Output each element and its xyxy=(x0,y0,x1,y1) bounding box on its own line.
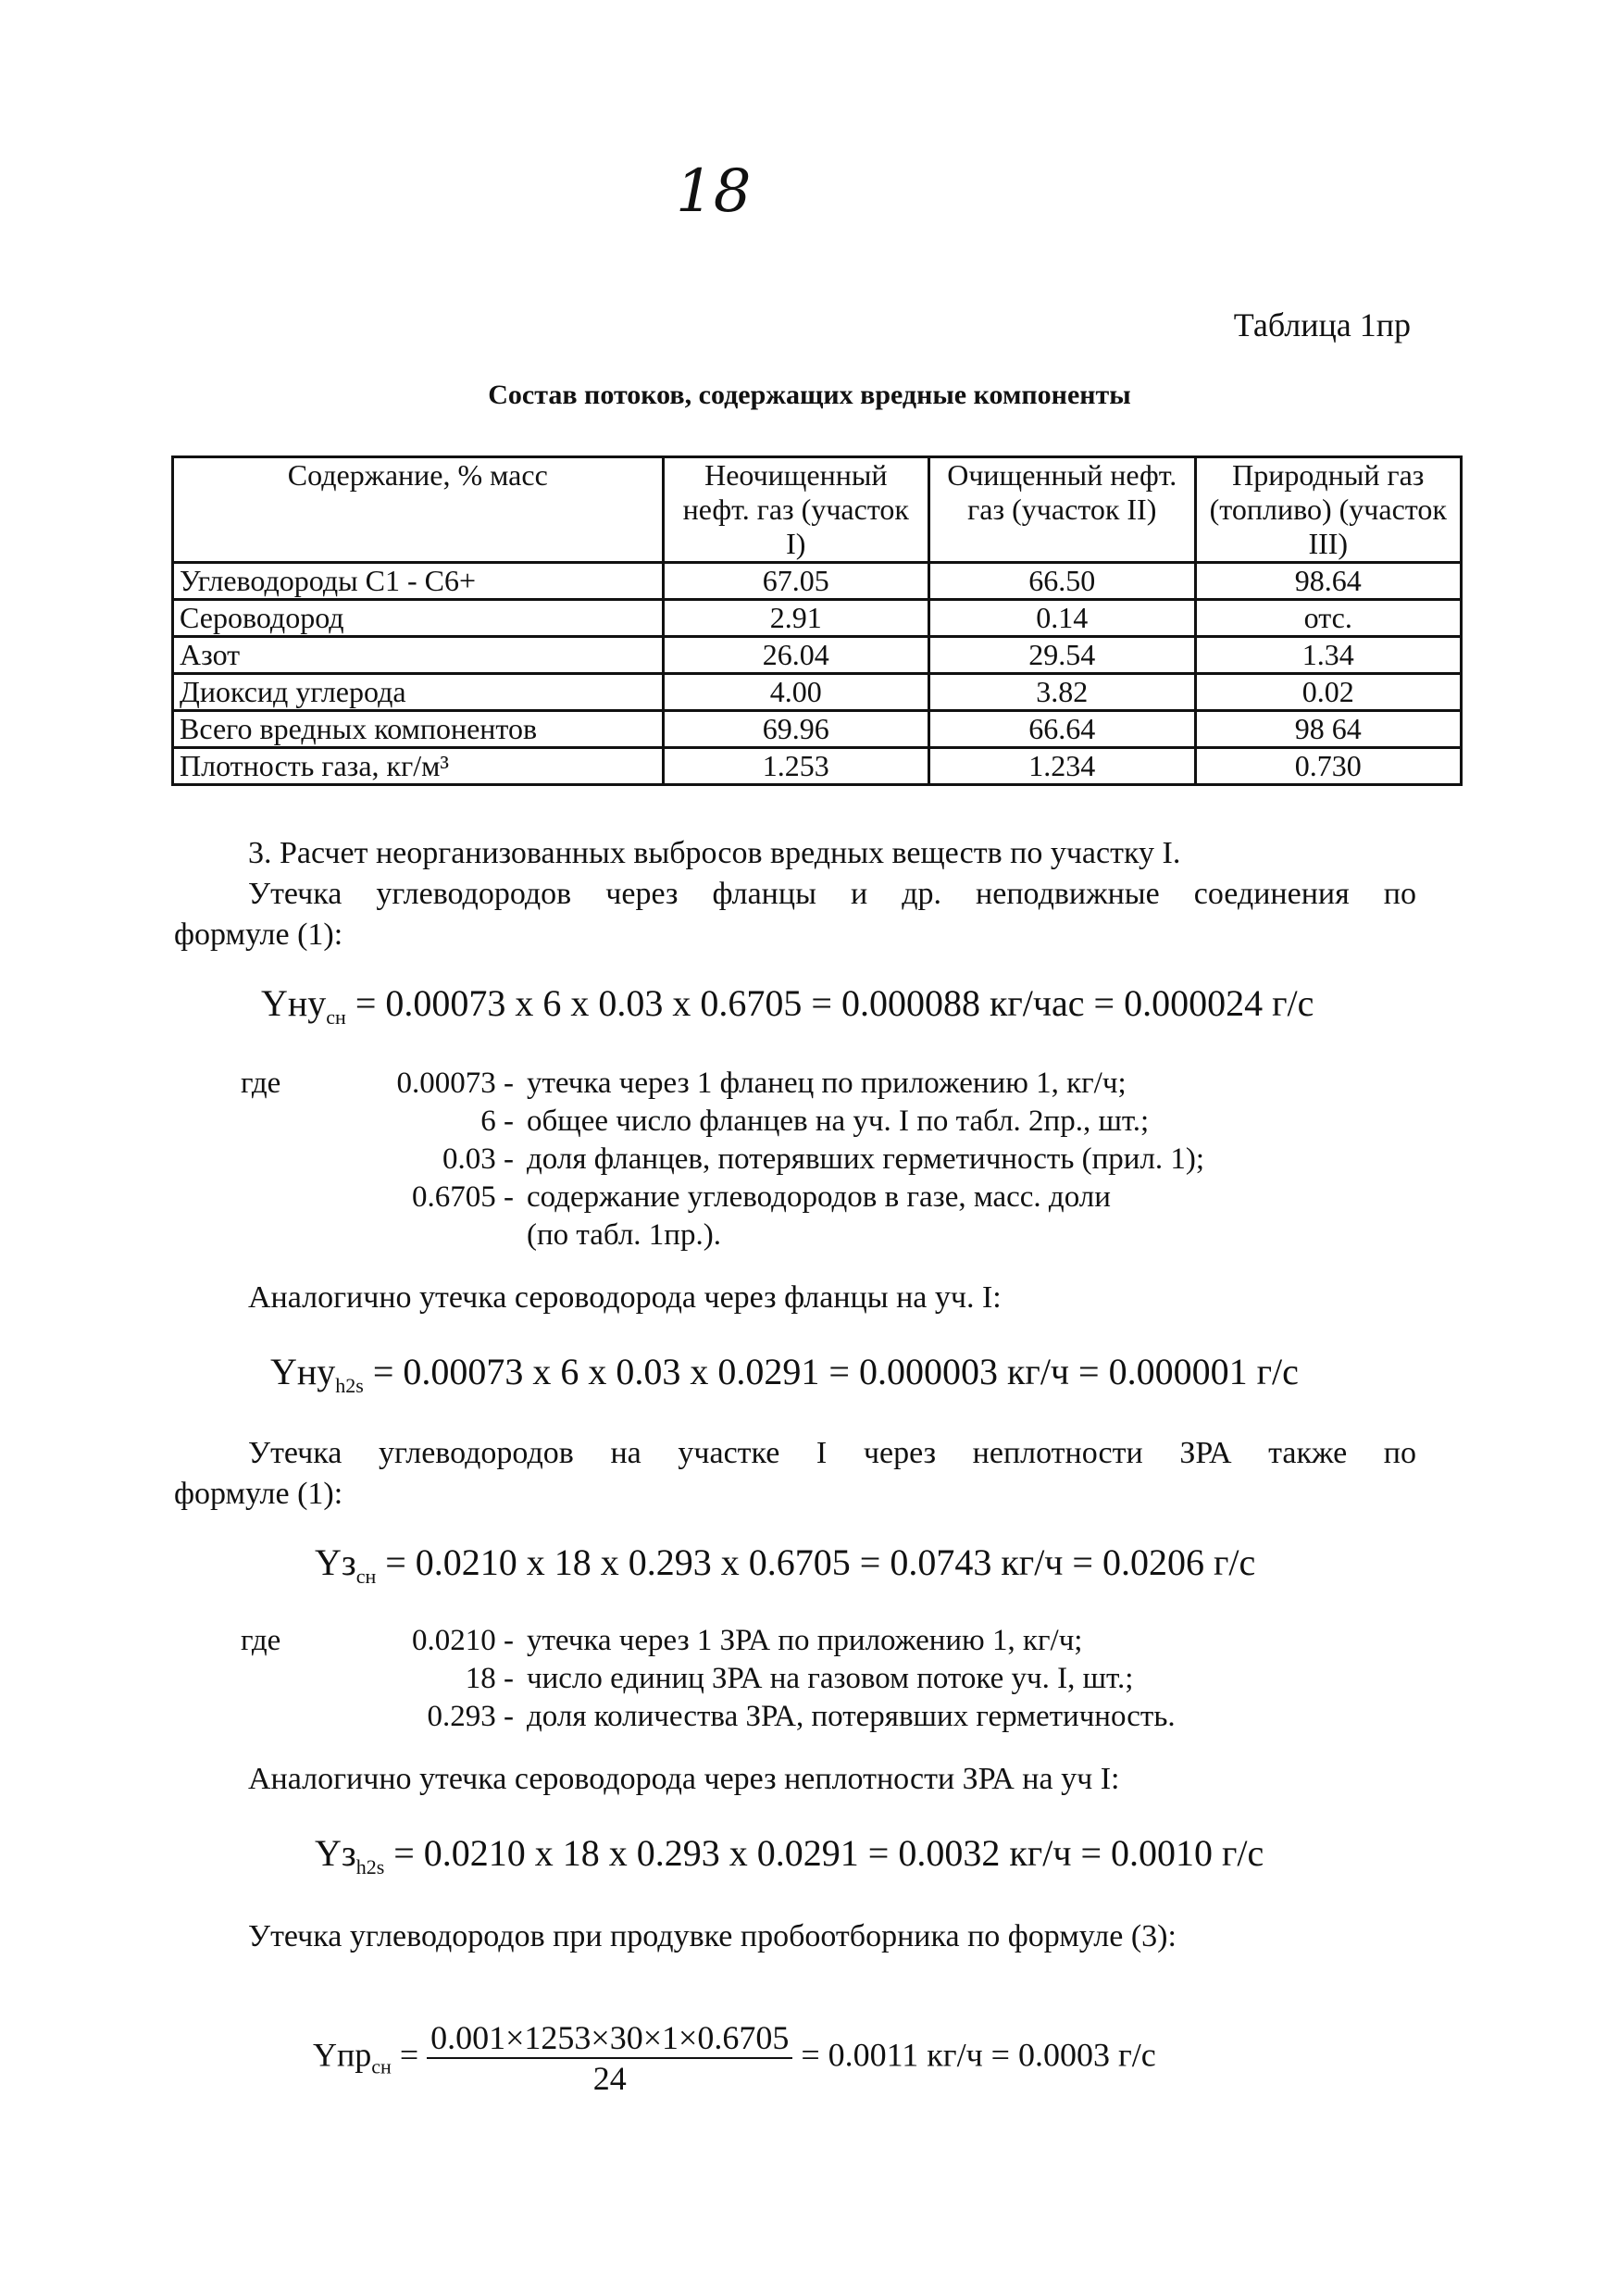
where-term: 0.293 - xyxy=(427,1700,514,1733)
table-cell: 67.05 xyxy=(663,563,928,600)
row-label: Плотность газа, кг/м³ xyxy=(173,748,664,785)
table-row xyxy=(173,637,1462,674)
where-description: доля количества ЗРА, потерявших герметичность. xyxy=(527,1700,1176,1733)
where-label: где xyxy=(241,1624,281,1657)
formula-lhs: Yну xyxy=(270,1351,336,1392)
where-item xyxy=(366,1103,1204,1141)
where-item xyxy=(366,1698,1176,1736)
column-header: Неочищенный нефт. газ (участок I) xyxy=(663,457,928,563)
formula-subscript: сн xyxy=(326,1005,346,1029)
table-cell: 29.54 xyxy=(929,637,1195,674)
row-label: Азот xyxy=(173,637,664,674)
paragraph: формуле (1): xyxy=(174,917,343,952)
row-label: Углеводороды C1 - C6+ xyxy=(173,563,664,600)
where-term: 0.6705 - xyxy=(412,1180,514,1214)
where-item xyxy=(366,1217,1204,1254)
formula-lhs: Yну xyxy=(261,982,327,1024)
paragraph: Утечка углеводородов через фланцы и др. неподвижные соединения по xyxy=(248,877,1416,911)
table-cell: отс. xyxy=(1195,600,1462,637)
table-cell: 2.91 xyxy=(663,600,928,637)
formula-rhs: = 0.0011 кг/ч = 0.0003 г/с xyxy=(801,2036,1156,2074)
table-cell: 69.96 xyxy=(663,711,928,748)
table-cell: 1.34 xyxy=(1195,637,1462,674)
where-item xyxy=(366,1141,1204,1179)
table-cell: 1.234 xyxy=(929,748,1195,785)
where-item xyxy=(366,1660,1176,1698)
paragraph: Аналогично утечка сероводорода через фланцы на уч. I: xyxy=(248,1280,1002,1315)
formula-rhs: = 0.0210 х 18 х 0.293 х 0.6705 = 0.0743 кг/ч = 0.0206 г/с xyxy=(385,1541,1256,1583)
formula-flange-hydrocarbons xyxy=(261,981,1314,1029)
where-description: доля фланцев, потерявших герметичность (прил. 1); xyxy=(527,1142,1205,1176)
section-heading: 3. Расчет неорганизованных выбросов вредных веществ по участку I. xyxy=(248,836,1181,870)
where-term: 0.00073 - xyxy=(396,1067,514,1100)
where-item xyxy=(366,1065,1204,1103)
table-cell: 4.00 xyxy=(663,674,928,711)
column-header: Очищенный нефт. газ (участок II) xyxy=(929,457,1195,563)
table-cell: 98 64 xyxy=(1195,711,1462,748)
table-row xyxy=(173,563,1462,600)
formula-rhs: = 0.0210 х 18 х 0.293 х 0.0291 = 0.0032 кг/ч = 0.0010 г/с xyxy=(393,1832,1264,1874)
paragraph: Утечка углеводородов при продувке пробоотборника по формуле (3): xyxy=(248,1919,1177,1953)
table-cell: 1.253 xyxy=(663,748,928,785)
formula-lhs: Yз xyxy=(315,1832,356,1874)
table-title: Состав потоков, содержащих вредные компоненты xyxy=(488,380,1131,410)
formula-subscript: h2s xyxy=(335,1374,364,1397)
table-row xyxy=(173,600,1462,637)
table-cell: 98.64 xyxy=(1195,563,1462,600)
table-row xyxy=(173,674,1462,711)
formula-zra-h2s xyxy=(315,1831,1264,1879)
paragraph: формуле (1): xyxy=(174,1477,343,1511)
page-number: 18 xyxy=(676,157,752,226)
formula-lhs: Yпр xyxy=(313,2036,372,2074)
formula-rhs: = 0.00073 х 6 х 0.03 х 0.6705 = 0.000088 кг/час = 0.000024 г/с xyxy=(355,982,1314,1024)
where-term xyxy=(366,1217,527,1254)
table-label: Таблица 1пр xyxy=(1233,306,1411,343)
formula-subscript: сн xyxy=(355,1565,377,1588)
fraction xyxy=(427,2018,792,2098)
row-label: Всего вредных компонентов xyxy=(173,711,664,748)
where-label: где xyxy=(241,1067,281,1100)
formula-sampler-purge xyxy=(313,2018,1156,2098)
fraction-denominator: 24 xyxy=(592,2060,627,2097)
table-body xyxy=(173,563,1462,785)
table-row xyxy=(173,748,1462,785)
paragraph: Аналогично утечка сероводорода через неплотности ЗРА на уч I: xyxy=(248,1762,1120,1796)
formula-rhs: = 0.00073 х 6 х 0.03 х 0.0291 = 0.000003 кг/ч = 0.000001 г/с xyxy=(372,1351,1299,1392)
where-description: общее число фланцев на уч. I по табл. 2пр., шт.; xyxy=(527,1104,1150,1138)
where-list xyxy=(366,1065,1204,1254)
formula-lhs: Yз xyxy=(315,1541,356,1583)
row-label: Сероводород xyxy=(173,600,664,637)
where-term: 0.03 - xyxy=(442,1142,514,1176)
where-item xyxy=(366,1622,1176,1660)
where-item xyxy=(366,1179,1204,1217)
where-list xyxy=(366,1622,1176,1736)
table-cell: 0.730 xyxy=(1195,748,1462,785)
table-cell: 0.02 xyxy=(1195,674,1462,711)
table-row xyxy=(173,711,1462,748)
column-header: Природный газ (топливо) (участок III) xyxy=(1195,457,1462,563)
equals-sign: = xyxy=(399,2036,419,2074)
where-description: (по табл. 1пр.). xyxy=(527,1218,721,1252)
where-term: 18 - xyxy=(465,1662,514,1695)
table-cell: 26.04 xyxy=(663,637,928,674)
formula-subscript: сн xyxy=(371,2054,392,2078)
table-cell: 66.50 xyxy=(929,563,1195,600)
column-header: Содержание, % масс xyxy=(173,457,664,563)
row-label: Диоксид углерода xyxy=(173,674,664,711)
where-description: число единиц ЗРА на газовом потоке уч. I, шт.; xyxy=(527,1662,1134,1695)
table-header-row xyxy=(173,457,1462,563)
where-description: содержание углеводородов в газе, масс. доли xyxy=(527,1180,1111,1214)
composition-table xyxy=(171,455,1463,786)
where-term: 6 - xyxy=(480,1104,514,1138)
table-cell: 3.82 xyxy=(929,674,1195,711)
formula-flange-h2s xyxy=(270,1350,1299,1398)
table-cell: 0.14 xyxy=(929,600,1195,637)
formula-zra-hydrocarbons xyxy=(315,1541,1255,1589)
fraction-numerator: 0.001×1253×30×1×0.6705 xyxy=(427,2018,792,2059)
where-description: утечка через 1 фланец по приложению 1, кг/ч; xyxy=(527,1067,1127,1100)
where-description: утечка через 1 ЗРА по приложению 1, кг/ч; xyxy=(527,1624,1083,1657)
paragraph: Утечка углеводородов на участке I через неплотности ЗРА также по xyxy=(248,1436,1416,1470)
where-term: 0.0210 - xyxy=(412,1624,514,1657)
table-cell: 66.64 xyxy=(929,711,1195,748)
formula-subscript: h2s xyxy=(355,1855,385,1878)
